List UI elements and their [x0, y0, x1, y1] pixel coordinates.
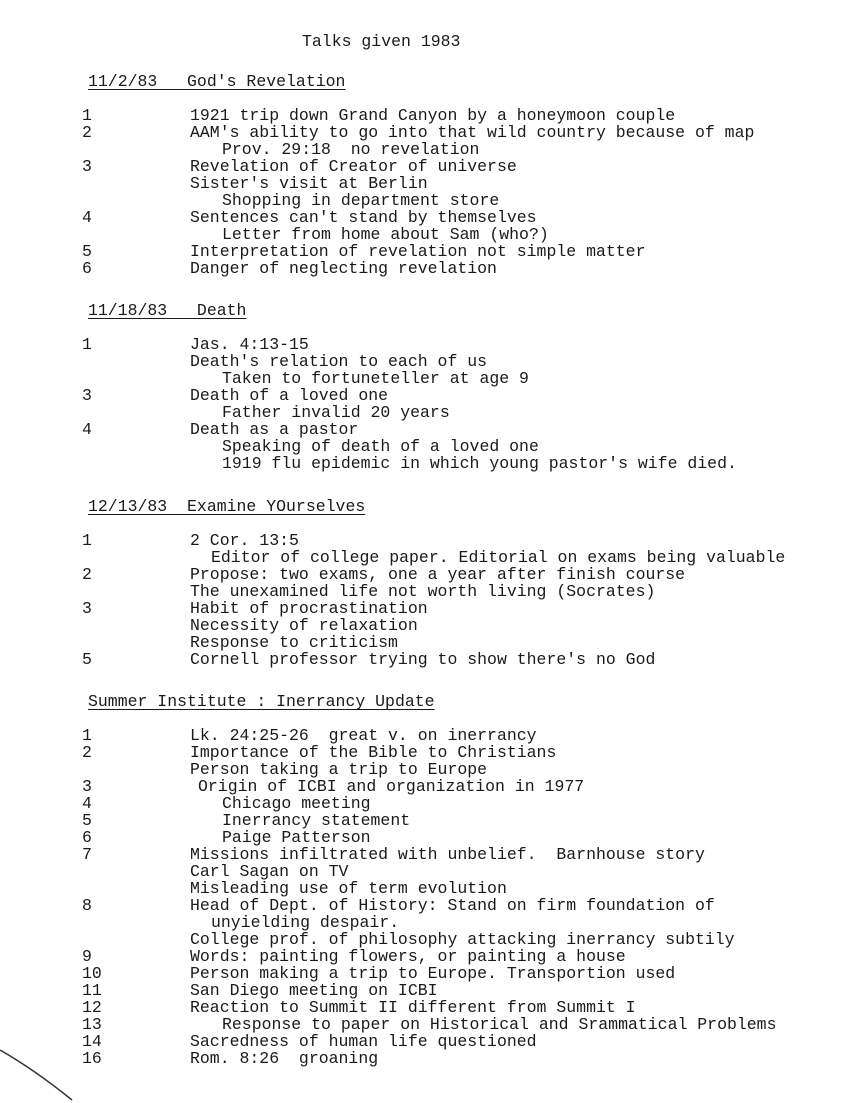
- outline-item: [0, 438, 846, 455]
- outline-item: [0, 260, 846, 277]
- scan-edge-mark: [0, 1030, 80, 1103]
- item-text: Response to paper on Historical and Srammatical Problems: [222, 1015, 777, 1034]
- outline-item: [0, 778, 846, 795]
- item-number: 4: [82, 208, 92, 227]
- item-text: 2 Cor. 13:5: [190, 531, 299, 550]
- item-text: Missions infiltrated with unbelief. Barnhouse story: [190, 845, 705, 864]
- outline-item: [0, 795, 846, 812]
- item-text: Misleading use of term evolution: [190, 879, 507, 898]
- item-number: 8: [82, 896, 92, 915]
- item-number: 2: [82, 123, 92, 142]
- item-number: 5: [82, 811, 92, 830]
- item-text: Interpretation of revelation not simple matter: [190, 242, 646, 261]
- outline-item: [0, 600, 846, 617]
- item-text: Response to criticism: [190, 633, 398, 652]
- outline-item: [0, 931, 846, 948]
- item-text: Danger of neglecting revelation: [190, 259, 497, 278]
- item-text: Person making a trip to Europe. Transportion used: [190, 964, 676, 983]
- item-number: 4: [82, 794, 92, 813]
- item-text: Revelation of Creator of universe: [190, 157, 517, 176]
- talk-outline: [0, 532, 846, 668]
- item-number: 1: [82, 726, 92, 745]
- item-text: Death as a pastor: [190, 420, 359, 439]
- outline-item: [0, 404, 846, 421]
- outline-item: [0, 370, 846, 387]
- outline-item: [0, 617, 846, 634]
- item-number: 11: [82, 981, 102, 1000]
- item-text: Shopping in department store: [222, 191, 500, 210]
- item-text: Necessity of relaxation: [190, 616, 418, 635]
- outline-item: [0, 353, 846, 370]
- item-text: Person taking a trip to Europe: [190, 760, 488, 779]
- item-number: 7: [82, 845, 92, 864]
- page-title: Talks given 1983: [302, 32, 461, 51]
- item-text: Taken to fortuneteller at age 9: [222, 369, 529, 388]
- outline-item: [0, 744, 846, 761]
- outline-item: [0, 1050, 846, 1067]
- item-text: Letter from home about Sam (who?): [222, 225, 549, 244]
- item-number: 13: [82, 1015, 102, 1034]
- item-text: Origin of ICBI and organization in 1977: [198, 777, 585, 796]
- item-text: The unexamined life not worth living (Socrates): [190, 582, 656, 601]
- item-number: 9: [82, 947, 92, 966]
- outline-item: [0, 566, 846, 583]
- outline-item: [0, 982, 846, 999]
- item-text: Editor of college paper. Editorial on exams being valuable: [211, 548, 786, 567]
- item-number: 12: [82, 998, 102, 1017]
- item-number: 3: [82, 599, 92, 618]
- outline-item: [0, 583, 846, 600]
- item-number: 16: [82, 1049, 102, 1068]
- talk-outline: [0, 336, 846, 472]
- item-text: Head of Dept. of History: Stand on firm foundation of: [190, 896, 715, 915]
- outline-item: [0, 761, 846, 778]
- item-text: Importance of the Bible to Christians: [190, 743, 557, 762]
- item-text: Jas. 4:13-15: [190, 335, 309, 354]
- item-number: 6: [82, 828, 92, 847]
- item-text: unyielding despair.: [211, 913, 400, 932]
- item-number: 3: [82, 386, 92, 405]
- talk-outline: [0, 107, 846, 277]
- item-text: Habit of procrastination: [190, 599, 428, 618]
- outline-item: [0, 141, 846, 158]
- outline-item: [0, 549, 846, 566]
- outline-item: [0, 243, 846, 260]
- outline-item: [0, 863, 846, 880]
- outline-item: [0, 948, 846, 965]
- item-number: 3: [82, 777, 92, 796]
- outline-item: [0, 965, 846, 982]
- item-number: 5: [82, 650, 92, 669]
- item-number: 1: [82, 531, 92, 550]
- outline-item: [0, 532, 846, 549]
- item-text: Cornell professor trying to show there's no God: [190, 650, 656, 669]
- item-text: San Diego meeting on ICBI: [190, 981, 438, 1000]
- outline-item: [0, 192, 846, 209]
- item-text: Carl Sagan on TV: [190, 862, 349, 881]
- item-number: 10: [82, 964, 102, 983]
- section-header: Summer Institute : Inerrancy Update: [88, 692, 435, 711]
- item-text: Rom. 8:26 groaning: [190, 1049, 379, 1068]
- outline-item: [0, 336, 846, 353]
- outline-item: [0, 897, 846, 914]
- outline-item: [0, 124, 846, 141]
- outline-item: [0, 107, 846, 124]
- item-text: Lk. 24:25-26 great v. on inerrancy: [190, 726, 537, 745]
- section-header: 11/18/83 Death: [88, 301, 247, 320]
- item-number: 6: [82, 259, 92, 278]
- item-text: Death of a loved one: [190, 386, 389, 405]
- outline-item: [0, 634, 846, 651]
- item-text: Sacredness of human life questioned: [190, 1032, 537, 1051]
- item-text: 1921 trip down Grand Canyon by a honeymoon couple: [190, 106, 676, 125]
- outline-item: [0, 846, 846, 863]
- outline-item: [0, 158, 846, 175]
- item-number: 14: [82, 1032, 102, 1051]
- outline-item: [0, 1016, 846, 1033]
- item-text: Father invalid 20 years: [222, 403, 450, 422]
- talk-outline: [0, 727, 846, 1067]
- item-text: Reaction to Summit II different from Summit I: [190, 998, 636, 1017]
- item-text: Death's relation to each of us: [190, 352, 488, 371]
- item-number: 2: [82, 743, 92, 762]
- outline-item: [0, 421, 846, 438]
- item-text: Sentences can't stand by themselves: [190, 208, 537, 227]
- item-text: Paige Patterson: [222, 828, 371, 847]
- item-number: 3: [82, 157, 92, 176]
- outline-item: [0, 209, 846, 226]
- item-text: 1919 flu epidemic in which young pastor's wife died.: [222, 454, 737, 473]
- section-header: 11/2/83 God's Revelation: [88, 72, 346, 91]
- item-text: Propose: two exams, one a year after finish course: [190, 565, 686, 584]
- outline-item: [0, 1033, 846, 1050]
- item-text: Inerrancy statement: [222, 811, 411, 830]
- item-text: AAM's ability to go into that wild country because of map: [190, 123, 755, 142]
- item-number: 1: [82, 335, 92, 354]
- outline-item: [0, 727, 846, 744]
- outline-item: [0, 387, 846, 404]
- item-text: College prof. of philosophy attacking inerrancy subtily: [190, 930, 735, 949]
- outline-item: [0, 880, 846, 897]
- outline-item: [0, 455, 846, 472]
- item-number: 1: [82, 106, 92, 125]
- item-text: Sister's visit at Berlin: [190, 174, 428, 193]
- outline-item: [0, 999, 846, 1016]
- item-number: 5: [82, 242, 92, 261]
- item-text: Prov. 29:18 no revelation: [222, 140, 480, 159]
- item-number: 4: [82, 420, 92, 439]
- outline-item: [0, 175, 846, 192]
- outline-item: [0, 651, 846, 668]
- section-header: 12/13/83 Examine YOurselves: [88, 497, 366, 516]
- item-text: Chicago meeting: [222, 794, 371, 813]
- outline-item: [0, 914, 846, 931]
- outline-item: [0, 226, 846, 243]
- outline-item: [0, 829, 846, 846]
- outline-item: [0, 812, 846, 829]
- item-text: Speaking of death of a loved one: [222, 437, 539, 456]
- item-text: Words: painting flowers, or painting a house: [190, 947, 626, 966]
- item-number: 2: [82, 565, 92, 584]
